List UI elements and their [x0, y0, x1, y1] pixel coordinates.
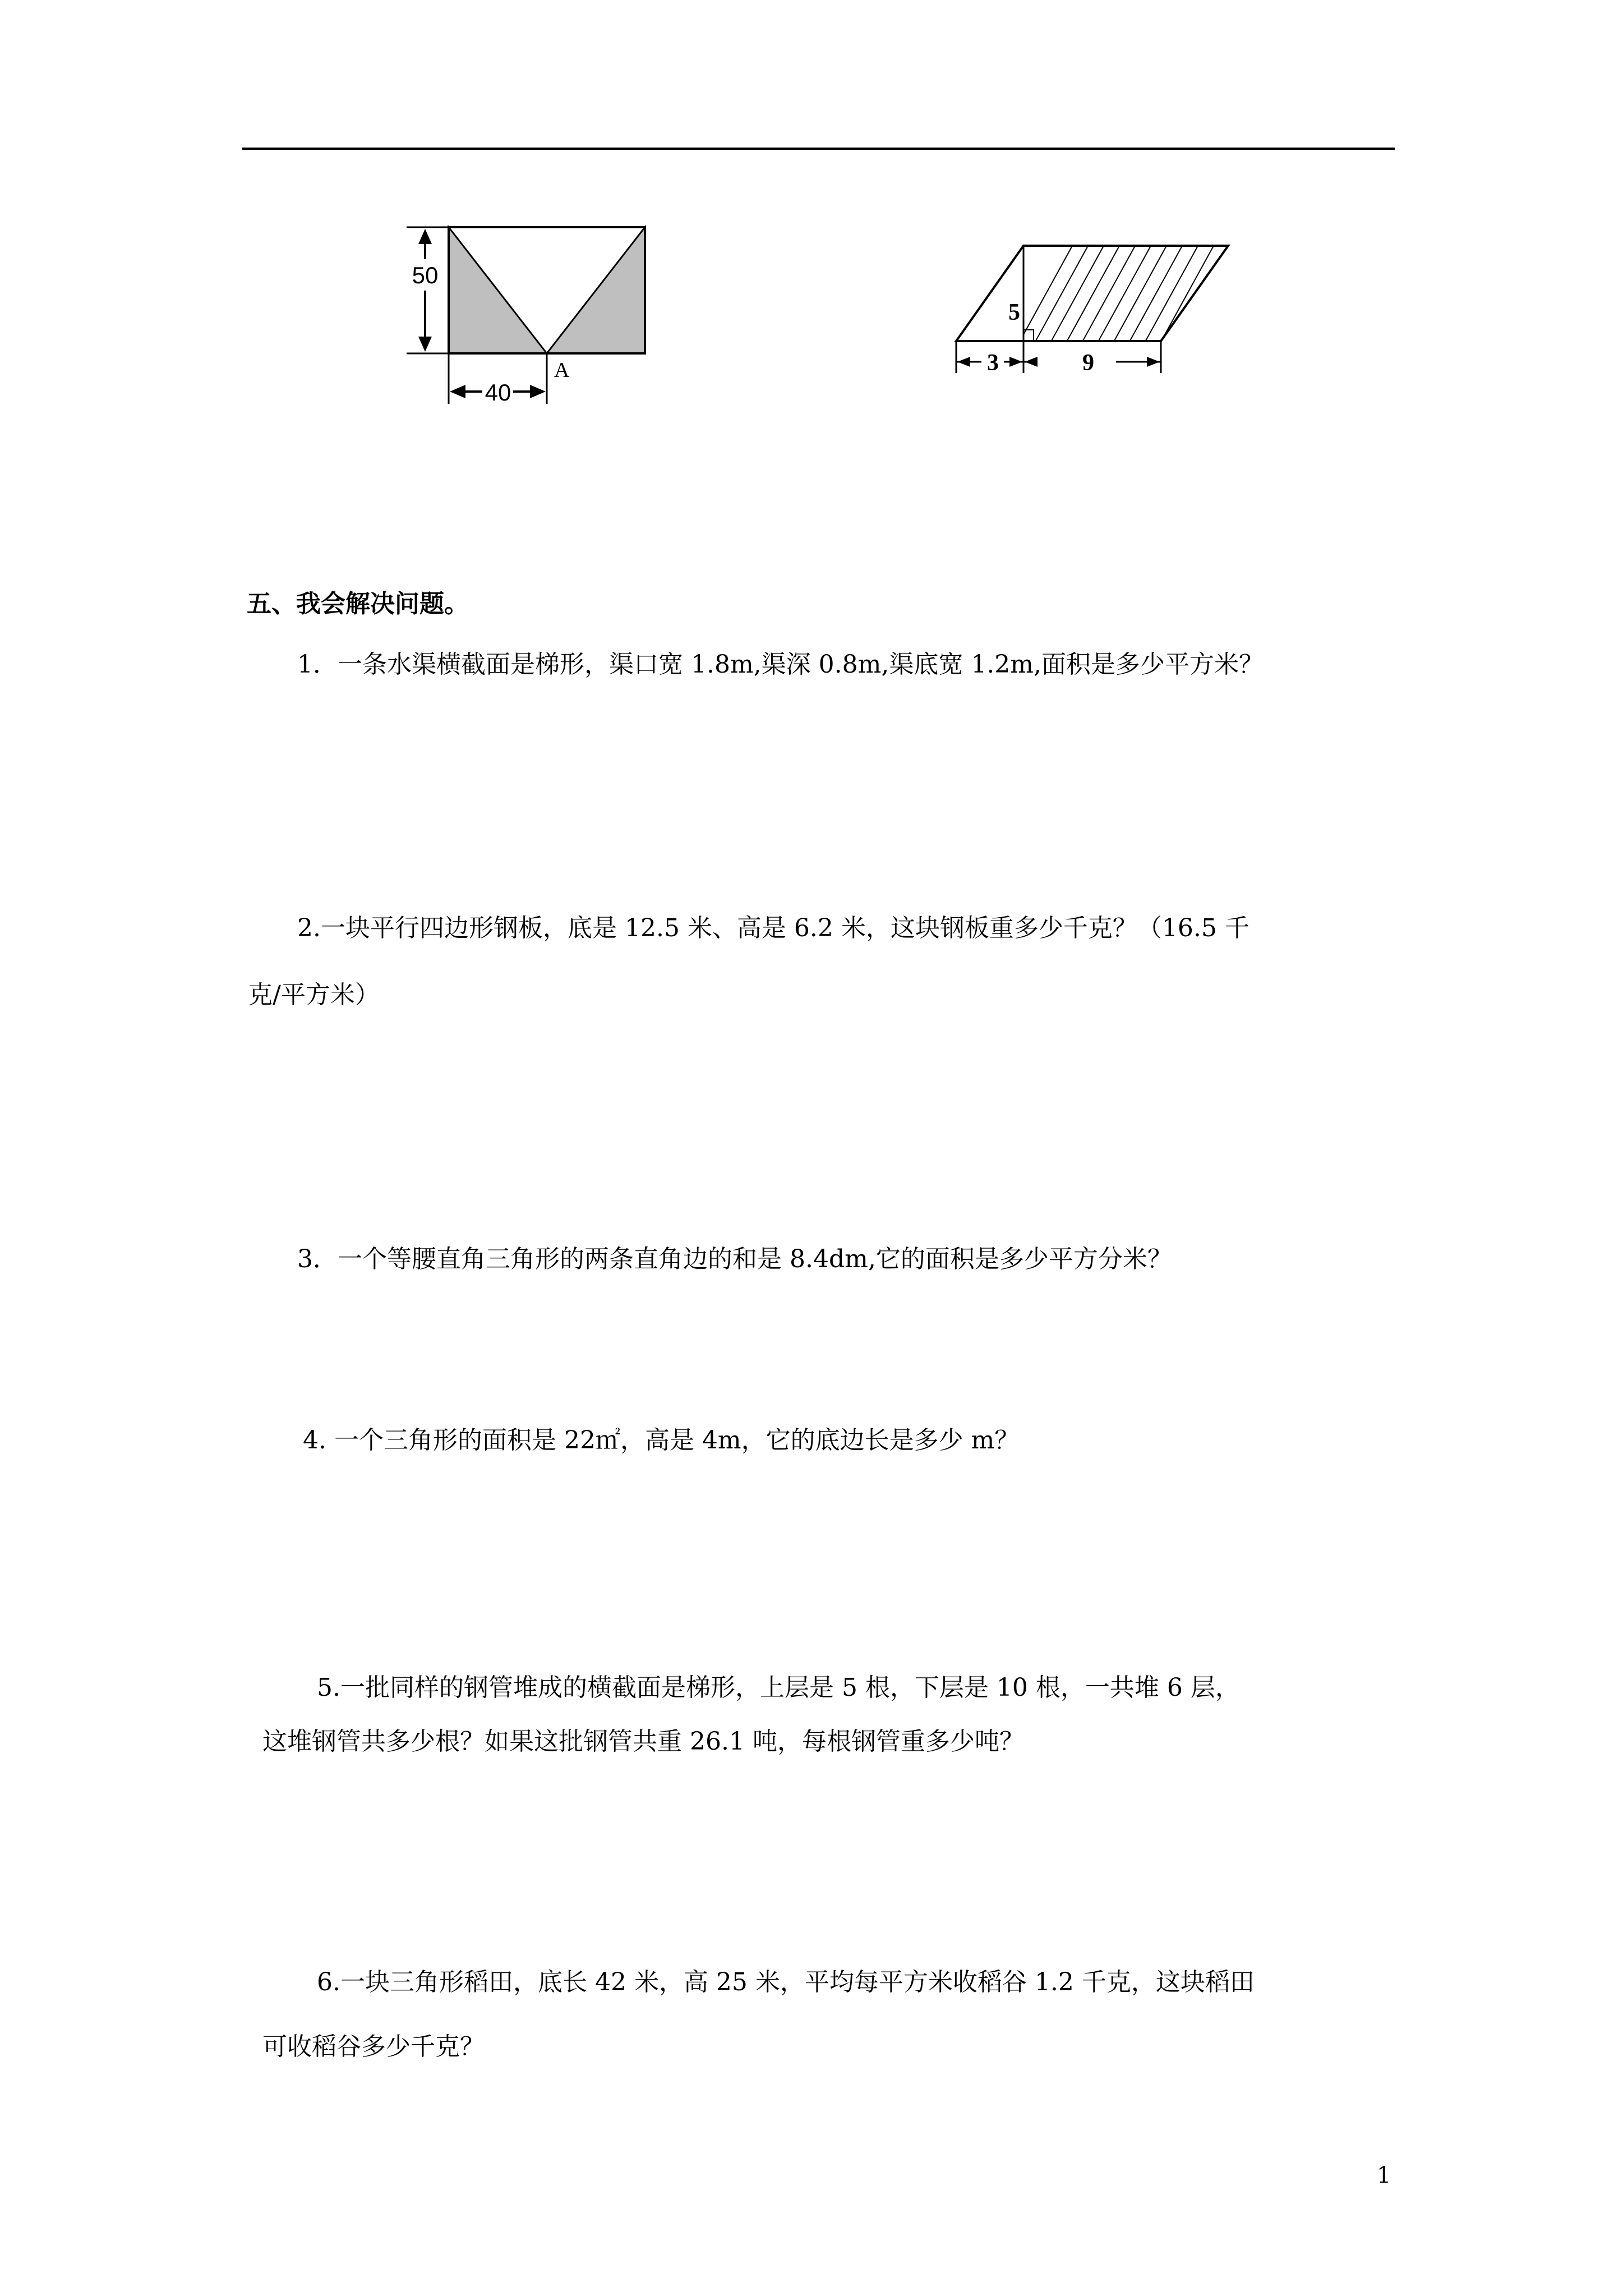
problem-6-line-1: 6.一块三角形稻田，底长 42 米，高 25 米，平均每平方米收稻谷 1.2 千克，这块稻田 [317, 1968, 1255, 1996]
section-title: 五、我会解决问题。 [247, 590, 469, 618]
problem-1: 1．一条水渠横截面是梯形，渠口宽 1.8m,渠深 0.8m,渠底宽 1.2m,面积是多少平方米？ [297, 650, 1264, 679]
problem-6-line-2: 可收稻谷多少千克？ [262, 2032, 485, 2061]
parallelogram-figure [948, 236, 1251, 393]
shaded-left-triangle [449, 227, 547, 353]
problem-5-line-2: 这堆钢管共多少根？如果这批钢管共重 26.1 吨，每根钢管重多少吨？ [262, 1727, 1024, 1756]
header-rule [242, 148, 1395, 150]
problem-5-line-1: 5.一批同样的钢管堆成的横截面是梯形，上层是 5 根，下层是 10 根，一共堆 6 层， [317, 1673, 1240, 1702]
height-label: 50 [412, 262, 439, 288]
problem-2-line-2: 克/平方米） [248, 981, 380, 1009]
problem-4: 4. 一个三角形的面积是 22㎡，高是 4m，它的底边长是多少 m？ [303, 1426, 1020, 1455]
problem-3: 3．一个等腰直角三角形的两条直角边的和是 8.4dm,它的面积是多少平方分米？ [297, 1245, 1172, 1273]
hatched-region [1016, 236, 1251, 348]
problem-2-line-1: 2.一块平行四边形钢板，底是 12.5 米、高是 6.2 米，这块钢板重多少千克？（16.5 千 [297, 914, 1249, 942]
rectangle-figure [376, 213, 667, 415]
para-height-label: 5 [1008, 300, 1020, 325]
shaded-right-triangle [547, 227, 645, 353]
point-a-label: A [554, 358, 570, 382]
width-label: 40 [485, 379, 511, 406]
para-right-label: 9 [1082, 350, 1094, 376]
para-left-label: 3 [987, 350, 999, 376]
page-number: 1 [1377, 2162, 1391, 2188]
